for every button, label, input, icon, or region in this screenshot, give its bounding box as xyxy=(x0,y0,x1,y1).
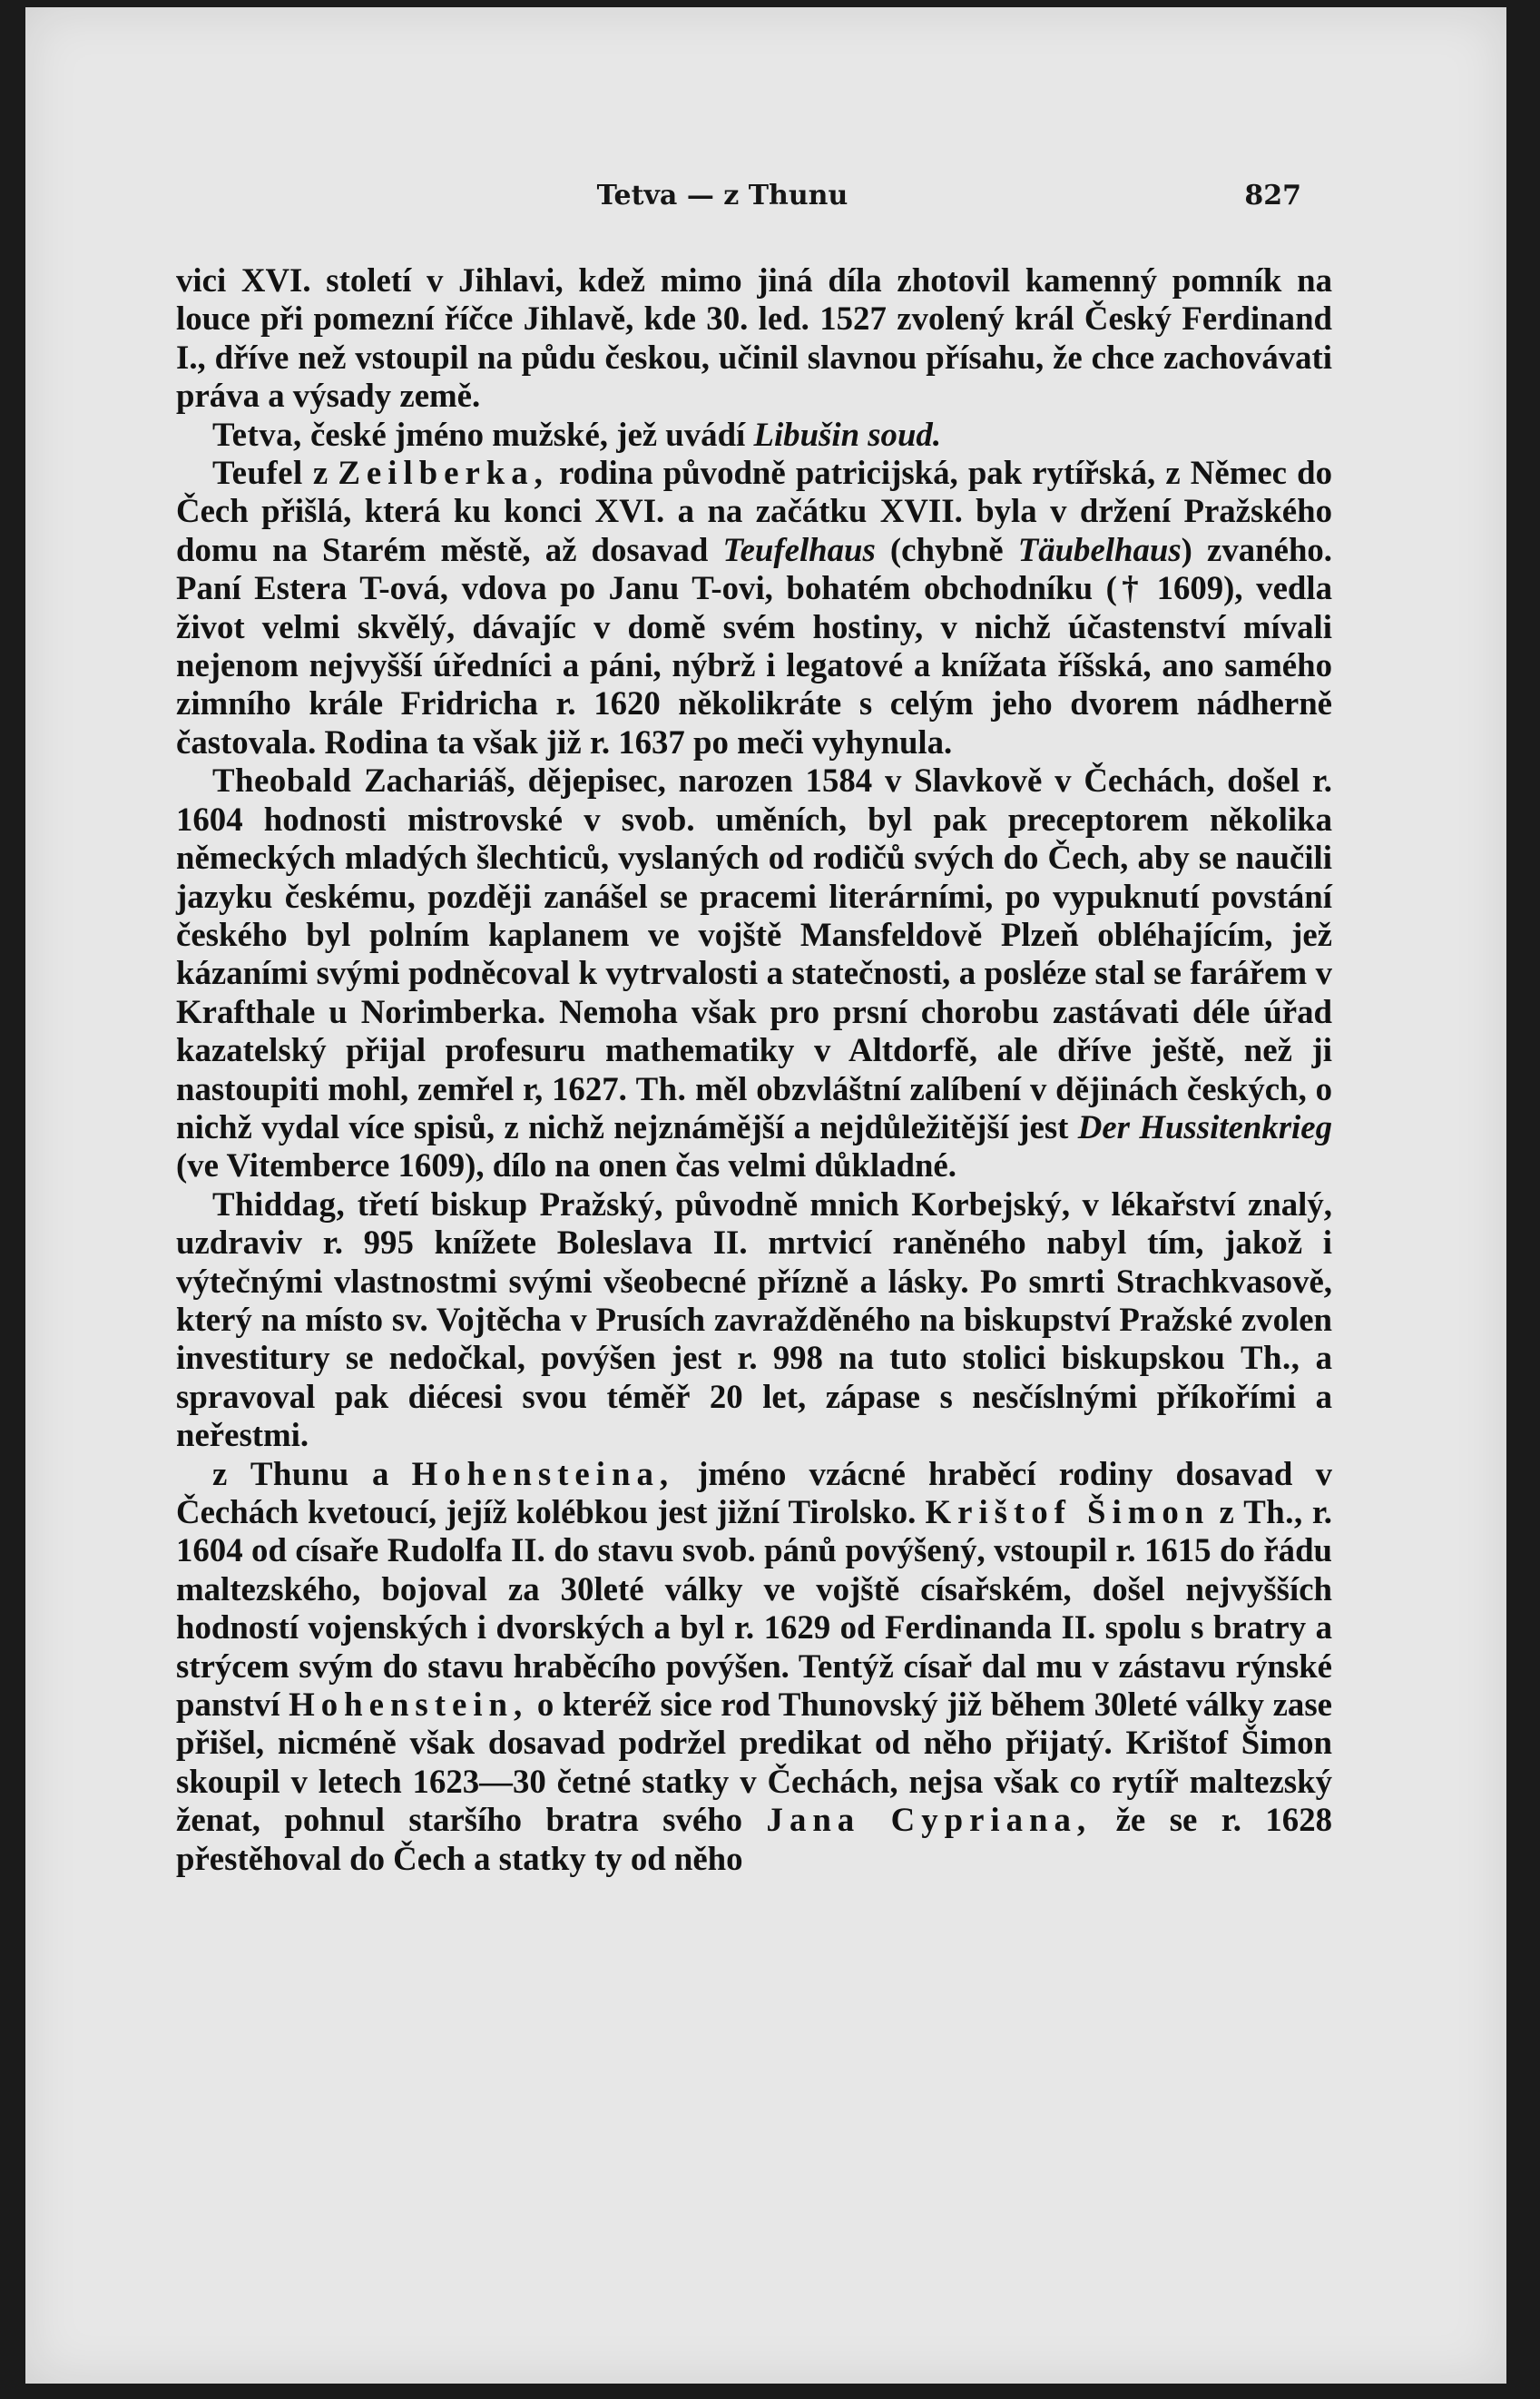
person-name: Jana Cypriana, xyxy=(766,1801,1093,1839)
running-title: Tetva — z Thunu xyxy=(596,180,848,211)
document-page xyxy=(25,7,1506,2384)
house-name: Teufelhaus xyxy=(722,530,876,568)
entry-continuation: vici XVI. století v Jihlavi, kdež mimo jiná díla zhotovil kamenný pomník na louce při pomezní říčce Jihlavě, kde 30. led. 1527 zvolený král Český Ferdinand I., dříve než vstoupil na půdu českou, učinil slavnou přísahu, že chce zachovávati práva a výsady země. xyxy=(176,261,1332,415)
entry-thunu: z Thunu a Hohensteina, jméno vzácné hraběcí rodiny dosavad v Čechách kvetoucí, jejíž kolébkou jest jižní Tirolsko. Krištof Šimon z Th., r. 1604 od císaře Rudolfa II. do stavu svob. pánů povýšený, vstoupil r. 1615 do řádu maltezského, bojoval za 30leté války ve vojště císařském, došel nejvyšších hodností vojenských i dvorských a byl r. 1629 od Ferdinanda II. spolu s bratry a strýcem svým do stavu hraběcího povýšen. Tentýž císař dal mu v zástavu rýnské panství Hohenstein, o kteréž sice rod Thunovský již během 30leté války zase přišel, nicméně však dosavad podržel predikat od něho přijatý. Krištof Šimon skoupil v letech 1623—30 četné statky v Čechách, nejsa však co rytíř maltezský ženat, pohnul staršího bratra svého Jana Cypriana, že se r. 1628 přestěhoval do Čech a statky ty od něho xyxy=(176,1454,1333,1877)
headword: z Thunu xyxy=(212,1454,349,1492)
spaced-name: Hohensteina, xyxy=(411,1454,675,1492)
headword: Tetva, xyxy=(212,415,302,453)
work-title: Der Hussitenkrieg xyxy=(1077,1107,1332,1145)
spaced-name: Zeilberka, xyxy=(338,454,549,492)
entry-tetva: Tetva, české jméno mužské, jež uvádí Libušin soud. xyxy=(212,415,942,453)
entry-theobald: Theobald Zachariáš, dějepisec, narozen 1584 v Slavkově v Čechách, došel r. 1604 hodnosti mistrovské v svob. uměních, byl pak preceptorem několika německých mladých šlechticů, vyslaných od rodičů svých do Čech, aby se naučili jazyku českému, později zanášel se pracemi literárními, po vypuknutí povstání českého byl polním kaplanem ve vojště Mansfeldově Plzeň obléhajícím, jež kázaními svými podněcoval k vytrvalosti a statečnosti, a posléze stal se farářem v Krafthale u Norimberka. Nemoha však pro prsní chorobu zastávati déle úřad kazatelský přijal profesuru mathematiky v Altdorfě, ale dříve ještě, než ji nastoupiti mohl, zemřel r, 1627. Th. měl obzvláštní zalíbení v dějinách českých, o nichž vydal více spisů, z nichž nejznámější a nejdůležitější jest Der Hussitenkrieg (ve Vitemberce 1609), dílo na onen čas velmi důkladné. xyxy=(176,762,1332,1185)
abbreviation: z Th., xyxy=(1219,1493,1303,1530)
entry-teufel: Teufel z Zeilberka, rodina původně patricijská, pak rytířská, z Němec do Čech přišlá, která ku konci XVI. a na začátku XVII. byla v držení Pražského domu na Starém městě, až dosavad Teufelhaus (chybně Täubelhaus) zvaného. Paní Estera T-ová, vdova po Janu T-ovi, bohatém obchodníku († 1609), vedla život velmi skvělý, dávajíc v domě svém hostiny, v nichž účastenství mívali nejenom nejvyšší úředníci a páni, nýbrž i legatové a knížata říšská, ano samého zimního krále Fridricha r. 1620 několikráte s celým jeho dvorem nádherně častovala. Rodina ta však již r. 1637 po meči vyhynula. xyxy=(176,454,1333,761)
running-header xyxy=(143,180,1301,221)
estate-name: Hohenstein, xyxy=(289,1686,529,1724)
entry-thiddag: Thiddag, třetí biskup Pražský, původně mnich Korbejský, v lékařství znalý, uzdraviv r. 995 knížete Boleslava II. mrtvicí raněného nabyl tím, jakož i výtečnými vlastnostmi svými všeobecné přízně a lásky. Po smrti Strachkvasově, který na místo sv. Vojtěcha v Prusích zavražděného na biskupství Pražské zvolen investitury se nedočkal, povýšen jest r. 998 na tuto stolici biskupskou Th., a spravoval pak diécesi svou téměř 20 let, zápase s nesčíslnými příkořími a neřestmi. xyxy=(176,1185,1332,1454)
headword: Teufel xyxy=(212,454,303,492)
headword: Theobald xyxy=(212,762,352,800)
headword: Thiddag, xyxy=(212,1185,346,1223)
abbreviation: Th. xyxy=(635,1069,687,1107)
abbreviation: Th., xyxy=(1241,1339,1300,1377)
work-title: Libušin soud. xyxy=(753,415,942,453)
house-name-wrong: Täubelhaus xyxy=(1017,530,1182,568)
person-name: Krištof Šimon xyxy=(925,1493,1211,1530)
dictionary-column xyxy=(176,261,1332,1878)
page-number: 827 xyxy=(1244,180,1301,211)
